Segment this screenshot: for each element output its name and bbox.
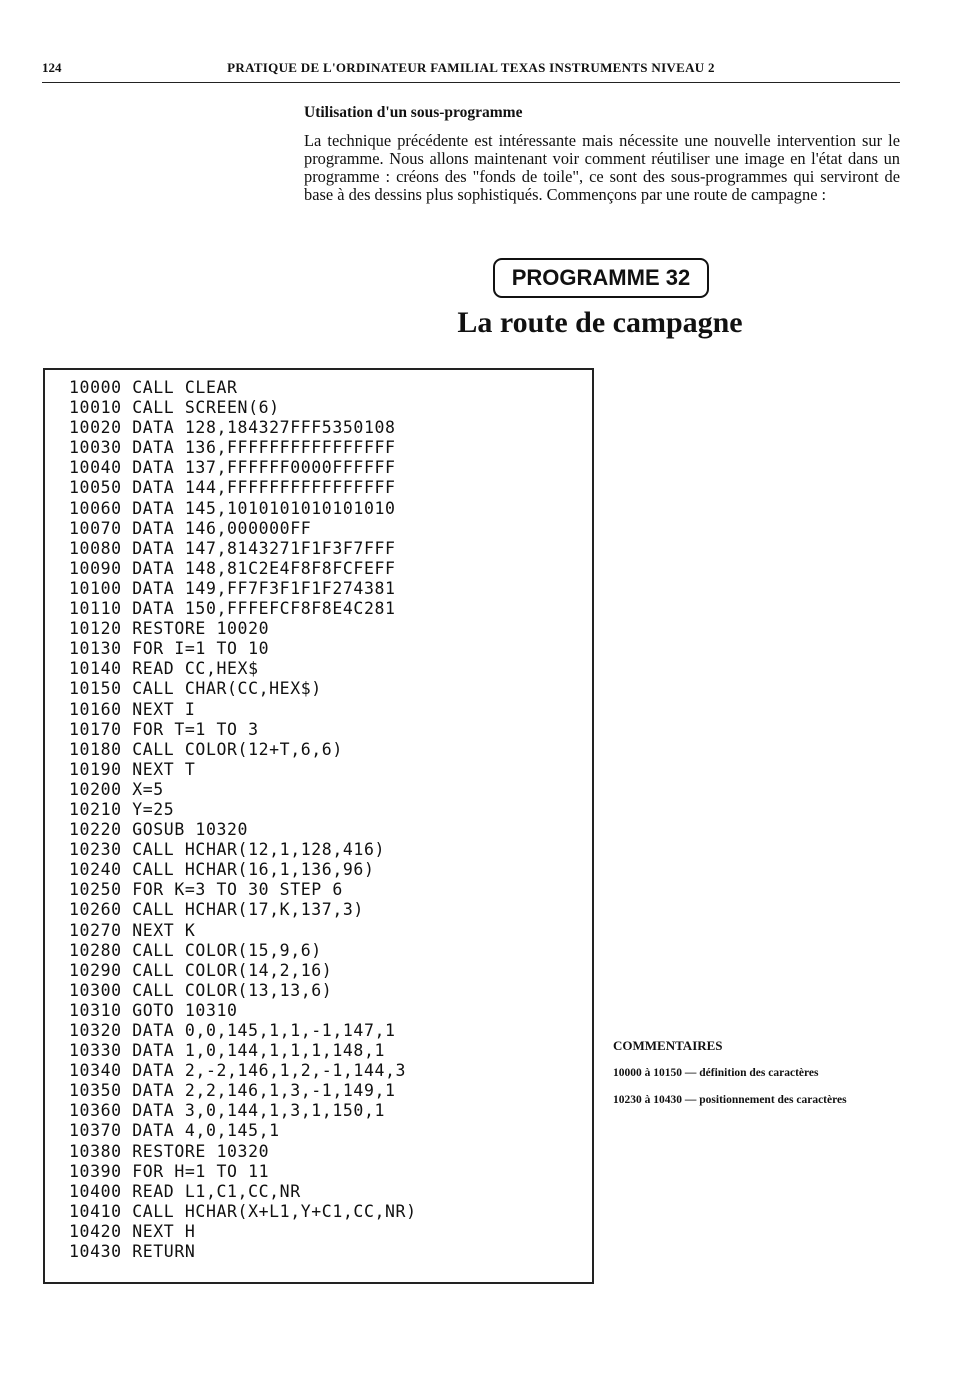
code-line: 10270 NEXT K: [69, 920, 196, 940]
page-number: 124: [42, 60, 62, 75]
code-line: 10060 DATA 145,1010101010101010: [69, 498, 396, 518]
code-line: 10100 DATA 149,FF7F3F1F1F274381: [69, 578, 396, 598]
section-title: Utilisation d'un sous-programme: [304, 104, 523, 121]
comments-section: [613, 1038, 913, 1121]
page-header: [42, 60, 900, 83]
code-line: 10030 DATA 136,FFFFFFFFFFFFFFFF: [69, 438, 396, 458]
code-line: 10210 Y=25: [69, 799, 175, 819]
intro-section: [304, 104, 900, 204]
code-line: 10360 DATA 3,0,144,1,3,1,150,1: [69, 1101, 386, 1121]
code-line: 10020 DATA 128,184327FFF5350108: [69, 418, 396, 438]
code-listing: [43, 368, 594, 1284]
program-title: La route de campagne: [457, 306, 743, 339]
code-line: 10110 DATA 150,FFFEFCF8F8E4C281: [69, 599, 396, 619]
code-line: 10320 DATA 0,0,145,1,1,-1,147,1: [69, 1021, 396, 1040]
code-line: 10220 GOSUB 10320: [69, 820, 249, 840]
code-line: 10370 DATA 4,0,145,1: [69, 1121, 280, 1141]
code-line: 10230 CALL HCHAR(12,1,128,416): [69, 840, 386, 860]
code-line: 10290 CALL COLOR(14,2,16): [69, 960, 333, 980]
code-line: 10410 CALL HCHAR(X+L1,Y+C1,CC,NR): [69, 1201, 417, 1221]
code-line: 10180 CALL COLOR(12+T,6,6): [69, 739, 343, 759]
code-line: 10000 CALL CLEAR: [69, 378, 238, 397]
code-line: 10150 CALL CHAR(CC,HEX$): [69, 679, 322, 699]
code-line: 10260 CALL HCHAR(17,K,137,3): [69, 900, 364, 920]
code-line: 10130 FOR I=1 TO 10: [69, 639, 270, 659]
code-line: 10280 CALL COLOR(15,9,6): [69, 940, 322, 960]
program-number-badge: PROGRAMME 32: [493, 258, 709, 298]
code-line: 10120 RESTORE 10020: [69, 619, 270, 639]
code-line: 10050 DATA 144,FFFFFFFFFFFFFFFF: [69, 478, 396, 498]
code-line: 10430 RETURN: [69, 1242, 196, 1262]
code-line: 10090 DATA 148,81C2E4F8F8FCFEFF: [69, 558, 396, 578]
code-line: 10390 FOR H=1 TO 11: [69, 1161, 270, 1181]
code-line: 10310 GOTO 10310: [69, 1000, 238, 1020]
running-title: PRATIQUE DE L'ORDINATEUR FAMILIAL TEXAS INSTRUMENTS NIVEAU 2: [227, 60, 715, 75]
comment-line: 10000 à 10150 — définition des caractères: [613, 1067, 819, 1079]
code-line: 10040 DATA 137,FFFFFF0000FFFFFF: [69, 458, 396, 478]
intro-paragraph: La technique précédente est intéressante mais nécessite une nouvelle intervention sur le programme. Nous allons maintenant voir comment réutiliser une image en l'état dans un programme : créons des "fonds de toile", ce sont des sous-programmes qui serviront de base à des dessins plus sophistiqués. Commençons par une route de campagne :: [304, 131, 900, 204]
code-line: 10240 CALL HCHAR(16,1,136,96): [69, 860, 375, 880]
code-line: 10400 READ L1,C1,CC,NR: [69, 1181, 301, 1201]
code-line: 10380 RESTORE 10320: [69, 1141, 270, 1161]
code-line: 10300 CALL COLOR(13,13,6): [69, 980, 333, 1000]
code-line: 10080 DATA 147,8143271F1F3F7FFF: [69, 538, 396, 558]
code-line: 10010 CALL SCREEN(6): [69, 398, 280, 418]
code-line: 10350 DATA 2,2,146,1,3,-1,149,1: [69, 1081, 396, 1101]
code-line: 10330 DATA 1,0,144,1,1,1,148,1: [69, 1041, 386, 1061]
comments-title: COMMENTAIRES: [613, 1038, 723, 1053]
code-line: 10420 NEXT H: [69, 1221, 196, 1241]
comment-line: 10230 à 10430 — positionnement des caractères: [613, 1094, 847, 1106]
code-line: 10190 NEXT T: [69, 759, 196, 779]
code-line: 10200 X=5: [69, 779, 164, 799]
code-line: 10160 NEXT I: [69, 699, 196, 719]
code-line: 10140 READ CC,HEX$: [69, 659, 259, 679]
code-line: 10170 FOR T=1 TO 3: [69, 719, 259, 739]
code-line: 10340 DATA 2,-2,146,1,2,-1,144,3: [69, 1061, 407, 1081]
code-line: 10070 DATA 146,000000FF: [69, 518, 312, 538]
code-line: 10250 FOR K=3 TO 30 STEP 6: [69, 880, 343, 900]
